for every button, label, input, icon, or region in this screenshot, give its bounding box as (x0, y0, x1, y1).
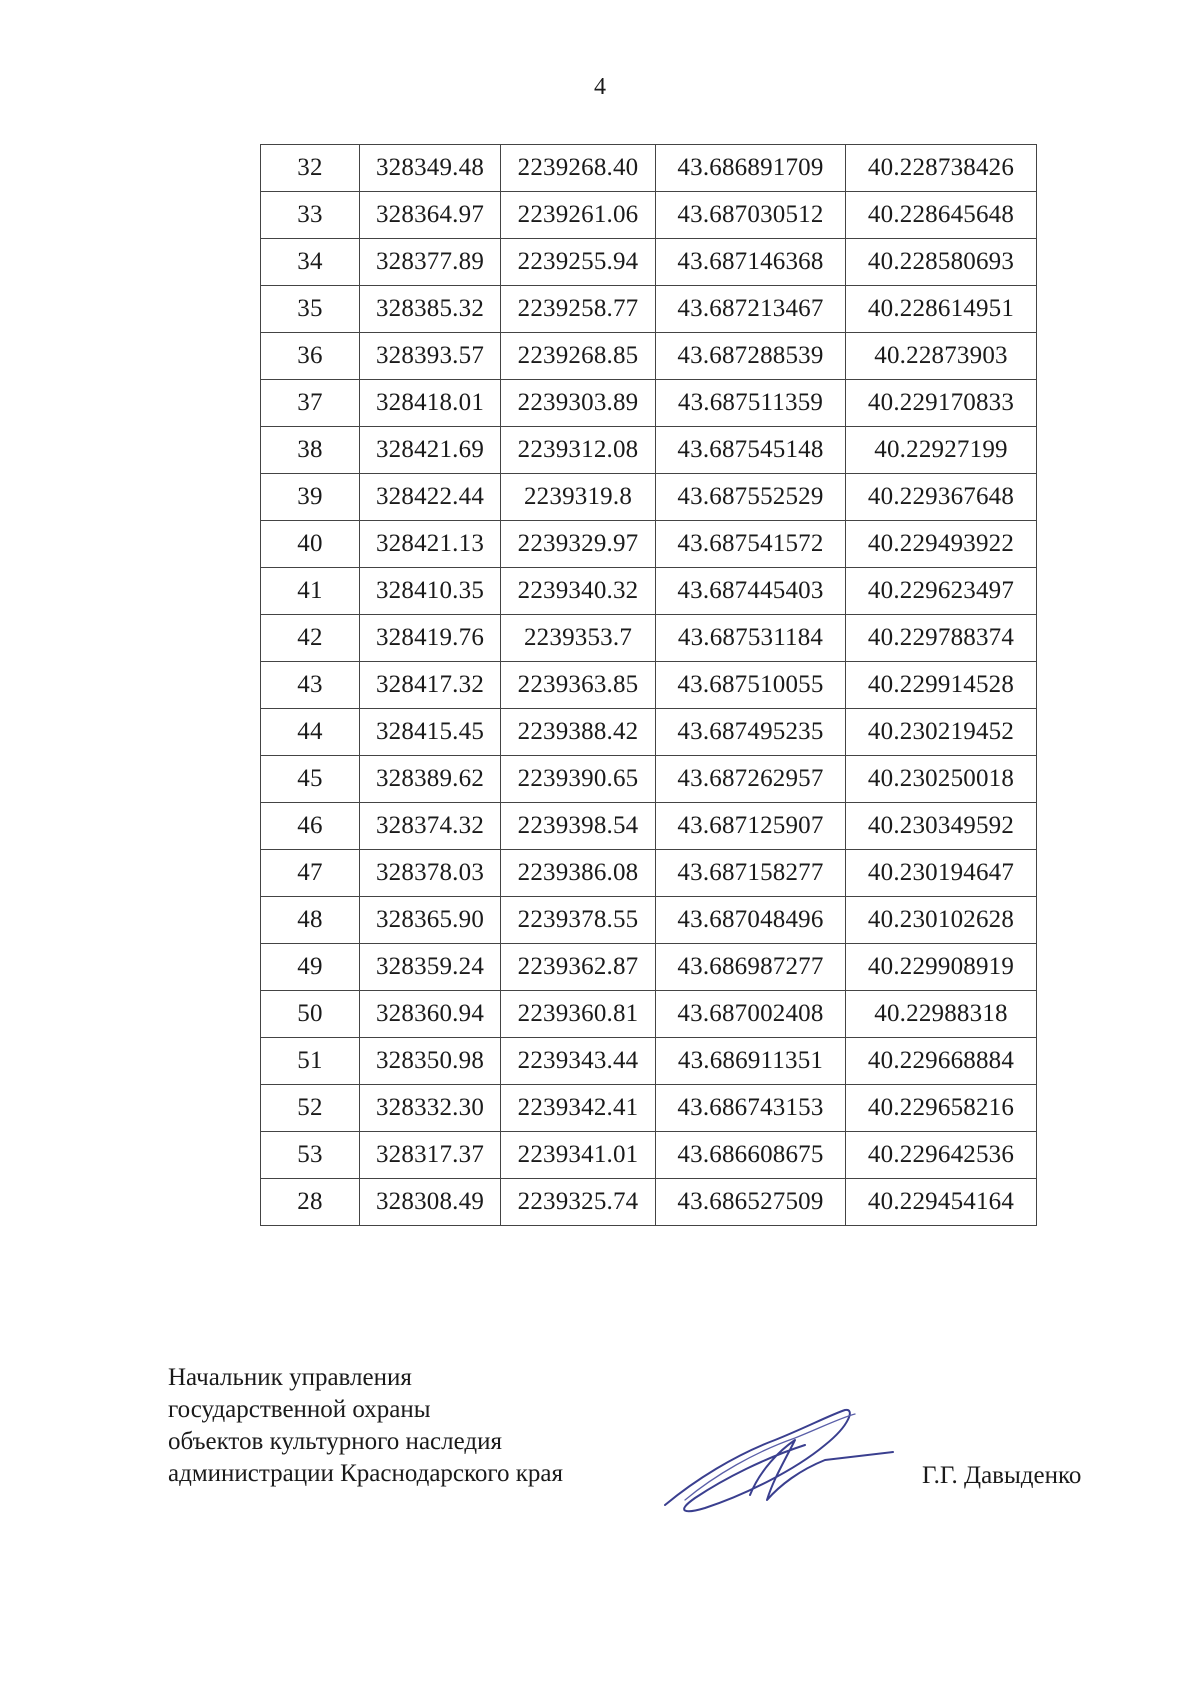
table-row (261, 709, 1037, 756)
table-cell: 2239363.85 (501, 662, 656, 709)
table-row (261, 286, 1037, 333)
table-cell: 37 (261, 380, 360, 427)
table-cell: 43.687146368 (656, 239, 846, 286)
table-cell: 38 (261, 427, 360, 474)
table-row (261, 991, 1037, 1038)
coordinates-table (260, 144, 1037, 1226)
table-cell: 40.230219452 (846, 709, 1037, 756)
table-cell: 40.229623497 (846, 568, 1037, 615)
table-cell: 33 (261, 192, 360, 239)
table-row (261, 333, 1037, 380)
table-cell: 328364.97 (360, 192, 501, 239)
table-row (261, 756, 1037, 803)
table-cell: 40.228614951 (846, 286, 1037, 333)
table-row (261, 662, 1037, 709)
table-cell: 43.687531184 (656, 615, 846, 662)
table-cell: 43.686911351 (656, 1038, 846, 1085)
table-cell: 2239268.85 (501, 333, 656, 380)
signer-name: Г.Г. Давыденко (922, 1462, 1082, 1489)
table-row (261, 615, 1037, 662)
table-cell: 2239343.44 (501, 1038, 656, 1085)
table-cell: 2239360.81 (501, 991, 656, 1038)
position-line-4: администрации Краснодарского края (168, 1460, 564, 1487)
table-cell: 42 (261, 615, 360, 662)
table-cell: 51 (261, 1038, 360, 1085)
table-cell: 43.687048496 (656, 897, 846, 944)
table-cell: 2239255.94 (501, 239, 656, 286)
table-cell: 40.229658216 (846, 1085, 1037, 1132)
table-cell: 40.22873903 (846, 333, 1037, 380)
table-cell: 43.687125907 (656, 803, 846, 850)
table-cell: 43.686743153 (656, 1085, 846, 1132)
signature-stroke (665, 1410, 893, 1511)
table-cell: 40.229668884 (846, 1038, 1037, 1085)
table-cell: 40.229788374 (846, 615, 1037, 662)
table-cell: 40 (261, 521, 360, 568)
table-cell: 328417.32 (360, 662, 501, 709)
table-cell: 328421.69 (360, 427, 501, 474)
table-cell: 28 (261, 1179, 360, 1226)
table-cell: 40.230349592 (846, 803, 1037, 850)
table-row (261, 850, 1037, 897)
table-cell: 2239390.65 (501, 756, 656, 803)
table-cell: 43.687030512 (656, 192, 846, 239)
coordinates-table-body (261, 145, 1037, 1226)
table-row (261, 474, 1037, 521)
table-cell: 2239319.8 (501, 474, 656, 521)
table-cell: 43.687288539 (656, 333, 846, 380)
table-cell: 36 (261, 333, 360, 380)
table-cell: 43.686527509 (656, 1179, 846, 1226)
table-cell: 328422.44 (360, 474, 501, 521)
table-cell: 40.229367648 (846, 474, 1037, 521)
table-cell: 39 (261, 474, 360, 521)
table-cell: 43.687445403 (656, 568, 846, 615)
table-cell: 43.687262957 (656, 756, 846, 803)
page-number: 4 (594, 74, 606, 100)
table-cell: 43.686891709 (656, 145, 846, 192)
table-cell: 2239268.40 (501, 145, 656, 192)
table-cell: 2239378.55 (501, 897, 656, 944)
table-cell: 50 (261, 991, 360, 1038)
table-cell: 328365.90 (360, 897, 501, 944)
handwritten-signature (655, 1400, 895, 1520)
table-row (261, 1085, 1037, 1132)
table-cell: 328385.32 (360, 286, 501, 333)
table-cell: 2239341.01 (501, 1132, 656, 1179)
table-cell: 328410.35 (360, 568, 501, 615)
table-cell: 43.687552529 (656, 474, 846, 521)
table-row (261, 1132, 1037, 1179)
table-cell: 52 (261, 1085, 360, 1132)
table-cell: 43.686987277 (656, 944, 846, 991)
table-cell: 2239388.42 (501, 709, 656, 756)
table-cell: 328377.89 (360, 239, 501, 286)
table-row (261, 380, 1037, 427)
table-cell: 40.228738426 (846, 145, 1037, 192)
table-cell: 40.229642536 (846, 1132, 1037, 1179)
table-cell: 328360.94 (360, 991, 501, 1038)
table-cell: 328393.57 (360, 333, 501, 380)
table-cell: 40.228580693 (846, 239, 1037, 286)
table-cell: 48 (261, 897, 360, 944)
table-cell: 35 (261, 286, 360, 333)
table-cell: 328308.49 (360, 1179, 501, 1226)
table-cell: 47 (261, 850, 360, 897)
table-row (261, 145, 1037, 192)
table-cell: 49 (261, 944, 360, 991)
table-cell: 328317.37 (360, 1132, 501, 1179)
table-cell: 2239362.87 (501, 944, 656, 991)
table-cell: 328389.62 (360, 756, 501, 803)
table-cell: 40.22927199 (846, 427, 1037, 474)
table-cell: 2239258.77 (501, 286, 656, 333)
table-cell: 40.229908919 (846, 944, 1037, 991)
table-cell: 328374.32 (360, 803, 501, 850)
table-cell: 328415.45 (360, 709, 501, 756)
table-cell: 40.229454164 (846, 1179, 1037, 1226)
table-row (261, 803, 1037, 850)
table-row (261, 897, 1037, 944)
table-cell: 43.687002408 (656, 991, 846, 1038)
table-cell: 328419.76 (360, 615, 501, 662)
table-cell: 2239398.54 (501, 803, 656, 850)
table-cell: 2239329.97 (501, 521, 656, 568)
table-cell: 40.230194647 (846, 850, 1037, 897)
position-line-2: государственной охраны (168, 1396, 431, 1423)
table-cell: 328418.01 (360, 380, 501, 427)
table-cell: 2239261.06 (501, 192, 656, 239)
table-cell: 44 (261, 709, 360, 756)
table-cell: 34 (261, 239, 360, 286)
table-cell: 328332.30 (360, 1085, 501, 1132)
table-cell: 43.687510055 (656, 662, 846, 709)
table-cell: 40.228645648 (846, 192, 1037, 239)
table-row (261, 521, 1037, 568)
table-cell: 43.687545148 (656, 427, 846, 474)
table-cell: 328359.24 (360, 944, 501, 991)
table-cell: 2239312.08 (501, 427, 656, 474)
table-cell: 41 (261, 568, 360, 615)
table-cell: 2239340.32 (501, 568, 656, 615)
table-cell: 2239353.7 (501, 615, 656, 662)
table-cell: 2239342.41 (501, 1085, 656, 1132)
table-cell: 45 (261, 756, 360, 803)
table-cell: 43.687158277 (656, 850, 846, 897)
table-cell: 32 (261, 145, 360, 192)
table-cell: 43.687541572 (656, 521, 846, 568)
table-cell: 40.230250018 (846, 756, 1037, 803)
table-row (261, 192, 1037, 239)
table-cell: 43.687213467 (656, 286, 846, 333)
table-row (261, 1179, 1037, 1226)
table-cell: 40.230102628 (846, 897, 1037, 944)
table-row (261, 568, 1037, 615)
position-line-1: Начальник управления (168, 1364, 412, 1391)
table-cell: 43.687495235 (656, 709, 846, 756)
table-cell: 2239303.89 (501, 380, 656, 427)
table-cell: 2239386.08 (501, 850, 656, 897)
table-row (261, 239, 1037, 286)
table-cell: 43.686608675 (656, 1132, 846, 1179)
table-cell: 43.687511359 (656, 380, 846, 427)
table-row (261, 944, 1037, 991)
position-line-3: объектов культурного наследия (168, 1428, 502, 1455)
table-cell: 53 (261, 1132, 360, 1179)
table-cell: 328378.03 (360, 850, 501, 897)
table-cell: 43 (261, 662, 360, 709)
table-row (261, 1038, 1037, 1085)
table-row (261, 427, 1037, 474)
table-cell: 40.229170833 (846, 380, 1037, 427)
table-cell: 2239325.74 (501, 1179, 656, 1226)
table-cell: 328421.13 (360, 521, 501, 568)
table-cell: 40.22988318 (846, 991, 1037, 1038)
table-cell: 46 (261, 803, 360, 850)
table-cell: 328350.98 (360, 1038, 501, 1085)
table-cell: 40.229493922 (846, 521, 1037, 568)
table-cell: 328349.48 (360, 145, 501, 192)
table-cell: 40.229914528 (846, 662, 1037, 709)
signatory-position (168, 1362, 563, 1490)
